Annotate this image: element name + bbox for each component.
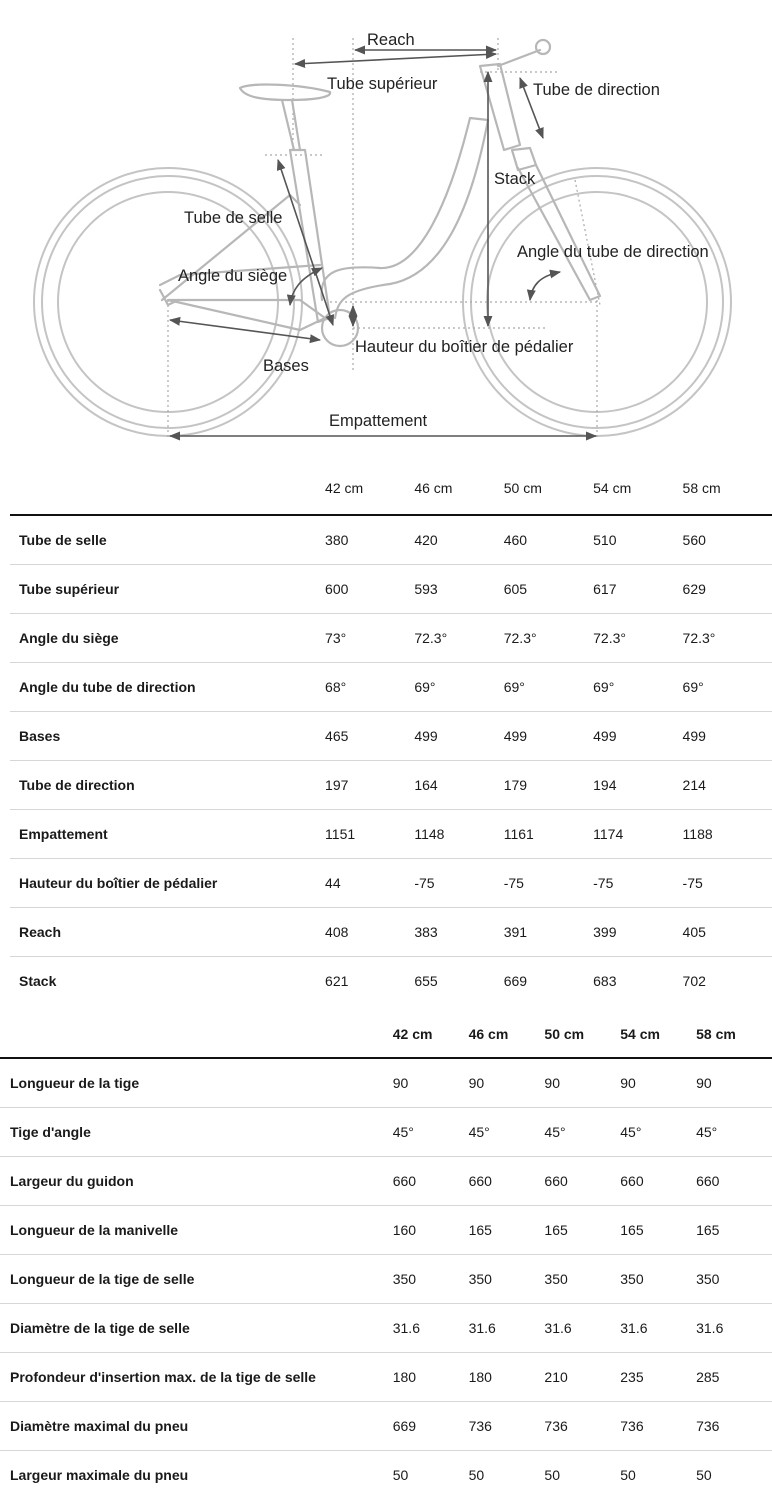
cell-value: 736 (620, 1402, 696, 1451)
label-top-tube: Tube supérieur (327, 75, 438, 93)
row-label: Angle du tube de direction (10, 663, 325, 712)
cell-value: 69° (683, 663, 772, 712)
cell-value: 736 (696, 1402, 772, 1451)
cell-value: 180 (469, 1353, 545, 1402)
cell-value: 1148 (414, 810, 503, 859)
cell-value: 72.3° (414, 614, 503, 663)
label-seat-tube: Tube de selle (184, 209, 283, 227)
size-header: 58 cm (683, 462, 772, 515)
cell-value: -75 (414, 859, 503, 908)
cell-value: 350 (544, 1255, 620, 1304)
cell-value: 31.6 (696, 1304, 772, 1353)
size-header: 58 cm (696, 1010, 772, 1058)
cell-value: 73° (325, 614, 414, 663)
cell-value: 660 (544, 1157, 620, 1206)
row-label: Diamètre de la tige de selle (0, 1304, 393, 1353)
row-label: Largeur maximale du pneu (10, 1467, 189, 1483)
cell-value: 165 (544, 1206, 620, 1255)
geometry-row (10, 614, 772, 663)
components-row (0, 1451, 772, 1500)
row-label: Stack (19, 973, 57, 989)
cell-value: 90 (696, 1058, 772, 1108)
cell-value: 45° (393, 1108, 469, 1157)
label-stack: Stack (494, 170, 536, 188)
row-label: Longueur de la tige (0, 1058, 393, 1108)
cell-value: 669 (503, 973, 528, 989)
cell-value: 420 (414, 515, 503, 565)
cell-value: 165 (620, 1206, 696, 1255)
bike-geometry-diagram (0, 0, 772, 455)
cell-value: 31.6 (544, 1304, 620, 1353)
components-row (0, 1108, 772, 1157)
cell-value: 405 (683, 908, 772, 957)
row-label: Profondeur d'insertion max. de la tige de selle (0, 1353, 393, 1402)
components-row (0, 1255, 772, 1304)
cell-value: 50 (696, 1467, 712, 1483)
cell-value: 617 (593, 565, 682, 614)
cell-value: 510 (593, 515, 682, 565)
cell-value: 1188 (683, 810, 772, 859)
cell-value: 465 (325, 712, 414, 761)
cell-value: 499 (504, 712, 593, 761)
size-header: 54 cm (620, 1010, 696, 1058)
cell-value: 50 (544, 1467, 560, 1483)
row-label: Angle du siège (10, 614, 325, 663)
cell-value: 1174 (593, 810, 682, 859)
cell-value: 45° (620, 1108, 696, 1157)
row-label: Tube supérieur (10, 565, 325, 614)
cell-value: 160 (393, 1206, 469, 1255)
cell-value: 660 (620, 1157, 696, 1206)
cell-value: -75 (504, 859, 593, 908)
cell-value: 165 (696, 1206, 772, 1255)
row-label: Longueur de la manivelle (0, 1206, 393, 1255)
cell-value: 655 (414, 973, 438, 989)
size-header: 50 cm (504, 462, 593, 515)
components-table (0, 1010, 772, 1499)
geometry-row (10, 810, 772, 859)
geometry-row (10, 761, 772, 810)
cell-value: 350 (393, 1255, 469, 1304)
cell-value: 350 (620, 1255, 696, 1304)
components-row (0, 1402, 772, 1451)
cell-value: 45° (544, 1108, 620, 1157)
row-label: Reach (10, 908, 325, 957)
cell-value: 383 (414, 908, 503, 957)
row-label: Tige d'angle (0, 1108, 393, 1157)
cell-value: 683 (593, 973, 617, 989)
geometry-row (10, 908, 772, 957)
row-label: Longueur de la tige de selle (0, 1255, 393, 1304)
cell-value: 408 (325, 908, 414, 957)
cell-value: 350 (469, 1255, 545, 1304)
cell-value: 164 (414, 761, 503, 810)
geometry-row (10, 663, 772, 712)
geometry-header-row (10, 462, 772, 515)
label-chainstays: Bases (263, 357, 309, 375)
cell-value: 90 (620, 1058, 696, 1108)
cell-value: 69° (593, 663, 682, 712)
cell-value: 736 (469, 1402, 545, 1451)
components-row (0, 1206, 772, 1255)
cell-value: 399 (593, 908, 682, 957)
geometry-row (10, 565, 772, 614)
label-wheelbase: Empattement (329, 412, 428, 430)
cell-value: -75 (593, 859, 682, 908)
cell-value: 499 (593, 712, 682, 761)
cell-value: 736 (544, 1402, 620, 1451)
label-seat-angle: Angle du siège (178, 267, 288, 285)
cell-value: 68° (325, 663, 414, 712)
components-row (0, 1353, 772, 1402)
cell-value: 660 (469, 1157, 545, 1206)
components-row (0, 1157, 772, 1206)
row-label: Bases (10, 712, 325, 761)
cell-value: 165 (469, 1206, 545, 1255)
cell-value: 285 (696, 1353, 772, 1402)
geometry-row (10, 515, 772, 565)
cell-value: 214 (683, 761, 772, 810)
cell-value: 194 (593, 761, 682, 810)
geometry-header-empty (10, 462, 325, 515)
cell-value: 350 (696, 1255, 772, 1304)
cell-value: 605 (504, 565, 593, 614)
components-row (0, 1058, 772, 1108)
size-header: 42 cm (325, 462, 414, 515)
row-label: Largeur du guidon (0, 1157, 393, 1206)
components-row (0, 1304, 772, 1353)
cell-value: 499 (414, 712, 503, 761)
cell-value: 44 (325, 859, 414, 908)
cell-value: 621 (325, 973, 349, 989)
components-header-empty (0, 1010, 393, 1058)
cell-value: 391 (504, 908, 593, 957)
cell-value: 72.3° (504, 614, 593, 663)
label-reach: Reach (367, 31, 415, 49)
cell-value: 1161 (504, 810, 593, 859)
label-head-tube: Tube de direction (533, 81, 660, 99)
components-header-row (0, 1010, 772, 1058)
row-label: Tube de selle (10, 515, 325, 565)
cell-value: 460 (504, 515, 593, 565)
cell-value: 90 (544, 1058, 620, 1108)
cell-value: 380 (325, 515, 414, 565)
cell-value: 702 (682, 973, 706, 989)
cell-value: -75 (683, 859, 772, 908)
cell-value: 1151 (325, 810, 414, 859)
label-head-angle: Angle du tube de direction (517, 243, 709, 261)
cell-value: 45° (469, 1108, 545, 1157)
cell-value: 560 (683, 515, 772, 565)
row-label: Hauteur du boîtier de pédalier (10, 859, 325, 908)
label-bb-height: Hauteur du boîtier de pédalier (355, 338, 574, 356)
geometry-row (10, 712, 772, 761)
cell-value: 50 (392, 1467, 409, 1483)
geometry-row (10, 859, 772, 908)
cell-value: 72.3° (593, 614, 682, 663)
cell-value: 179 (504, 761, 593, 810)
cell-value: 31.6 (469, 1304, 545, 1353)
cell-value: 235 (620, 1353, 696, 1402)
size-header: 42 cm (393, 1010, 469, 1058)
row-label: Diamètre maximal du pneu (0, 1402, 393, 1451)
geometry-row (10, 957, 772, 1006)
cell-value: 660 (696, 1157, 772, 1206)
cell-value: 197 (325, 761, 414, 810)
geometry-table (10, 462, 772, 1005)
cell-value: 69° (504, 663, 593, 712)
cell-value: 600 (325, 565, 414, 614)
cell-value: 31.6 (620, 1304, 696, 1353)
row-label: Empattement (10, 810, 325, 859)
cell-value: 629 (683, 565, 772, 614)
cell-value: 180 (393, 1353, 469, 1402)
size-header: 50 cm (544, 1010, 620, 1058)
cell-value: 50 (620, 1467, 636, 1483)
size-header: 46 cm (414, 462, 503, 515)
cell-value: 90 (469, 1058, 545, 1108)
row-label: Tube de direction (10, 761, 325, 810)
size-header: 46 cm (469, 1010, 545, 1058)
cell-value: 72.3° (683, 614, 772, 663)
cell-value: 69° (414, 663, 503, 712)
cell-value: 499 (683, 712, 772, 761)
cell-value: 660 (393, 1157, 469, 1206)
cell-value: 31.6 (393, 1304, 469, 1353)
cell-value: 210 (544, 1353, 620, 1402)
cell-value: 669 (393, 1402, 469, 1451)
size-header: 54 cm (593, 462, 682, 515)
cell-value: 50 (468, 1467, 485, 1483)
cell-value: 90 (393, 1058, 469, 1108)
cell-value: 593 (414, 565, 503, 614)
cell-value: 45° (696, 1108, 772, 1157)
